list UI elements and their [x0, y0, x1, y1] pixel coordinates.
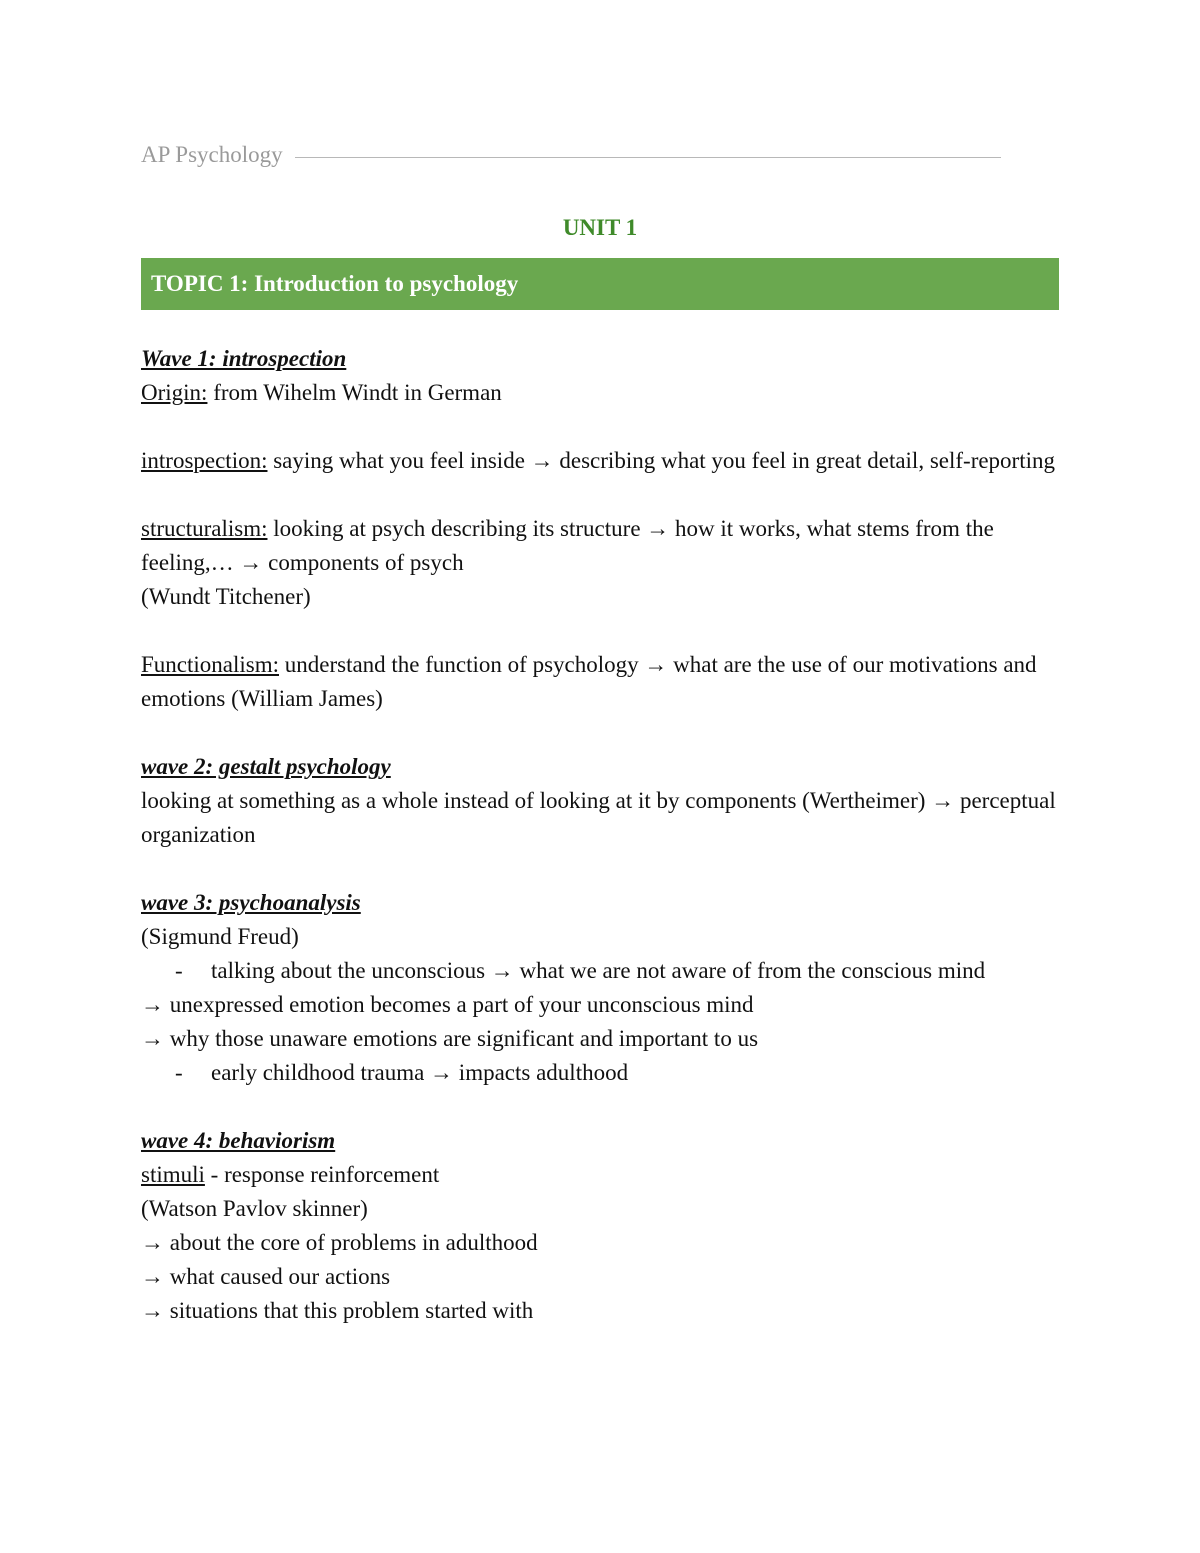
- bullet-marker: -: [175, 958, 183, 983]
- unconscious-bullet: talking about the unconscious → what we are not aware of from the conscious mind: [211, 958, 986, 983]
- wave4-heading: wave 4: behaviorism: [141, 1128, 336, 1153]
- functionalism-term: Functionalism:: [141, 652, 279, 677]
- wave2-heading: wave 2: gestalt psychology: [141, 754, 391, 779]
- wave1-heading: Wave 1: introspection: [141, 346, 347, 371]
- list-item: [141, 954, 1061, 988]
- wave3-heading: wave 3: psychoanalysis: [141, 890, 361, 915]
- arrow-line: → why those unaware emotions are significant and important to us: [141, 1026, 759, 1051]
- behaviorism-people: (Watson Pavlov skinner): [141, 1196, 368, 1221]
- notes-body: [141, 342, 1061, 1328]
- structuralism-people: (Wundt Titchener): [141, 584, 311, 609]
- unit-title: UNIT 1: [562, 215, 638, 240]
- functionalism-line: [141, 648, 1061, 716]
- stimuli-text: - response reinforcement: [204, 1162, 440, 1187]
- introspection-term: introspection:: [141, 448, 268, 473]
- arrow-line: → unexpressed emotion becomes a part of your unconscious mind: [141, 992, 754, 1017]
- origin-term: Origin:: [141, 380, 208, 405]
- arrow-line: → what caused our actions: [141, 1264, 391, 1289]
- origin-line: [141, 376, 1061, 410]
- bullet-marker: -: [175, 1060, 183, 1085]
- topic-title: TOPIC 1: Introduction to psychology: [151, 271, 519, 296]
- structuralism-term: structuralism:: [141, 516, 268, 541]
- introspection-line: [141, 444, 1061, 478]
- structuralism-line: [141, 512, 1061, 580]
- page-header: [141, 142, 1001, 168]
- structuralism-text: looking at psych describing its structure → how it works, what stems from the feeling,… → components of psych: [141, 516, 994, 575]
- stimuli-line: [141, 1158, 1061, 1192]
- origin-text: from Wihelm Windt in German: [207, 380, 502, 405]
- list-item: [141, 1056, 1061, 1090]
- introspection-text: saying what you feel inside → describing what you feel in great detail, self-reporting: [267, 448, 1055, 473]
- header-divider: [295, 157, 1001, 158]
- arrow-line: → situations that this problem started with: [141, 1298, 534, 1323]
- course-name: AP Psychology: [141, 142, 283, 167]
- stimuli-term: stimuli: [141, 1162, 205, 1187]
- functionalism-text: understand the function of psychology → what are the use of our motivations and emotions (William James): [141, 652, 1037, 711]
- arrow-line: → about the core of problems in adulthood: [141, 1230, 538, 1255]
- freud-line: (Sigmund Freud): [141, 924, 299, 949]
- topic-banner: [141, 258, 1059, 310]
- gestalt-text: looking at something as a whole instead of looking at it by components (Wertheimer) → perceptual organization: [141, 788, 1056, 847]
- trauma-bullet: early childhood trauma → impacts adulthood: [211, 1060, 629, 1085]
